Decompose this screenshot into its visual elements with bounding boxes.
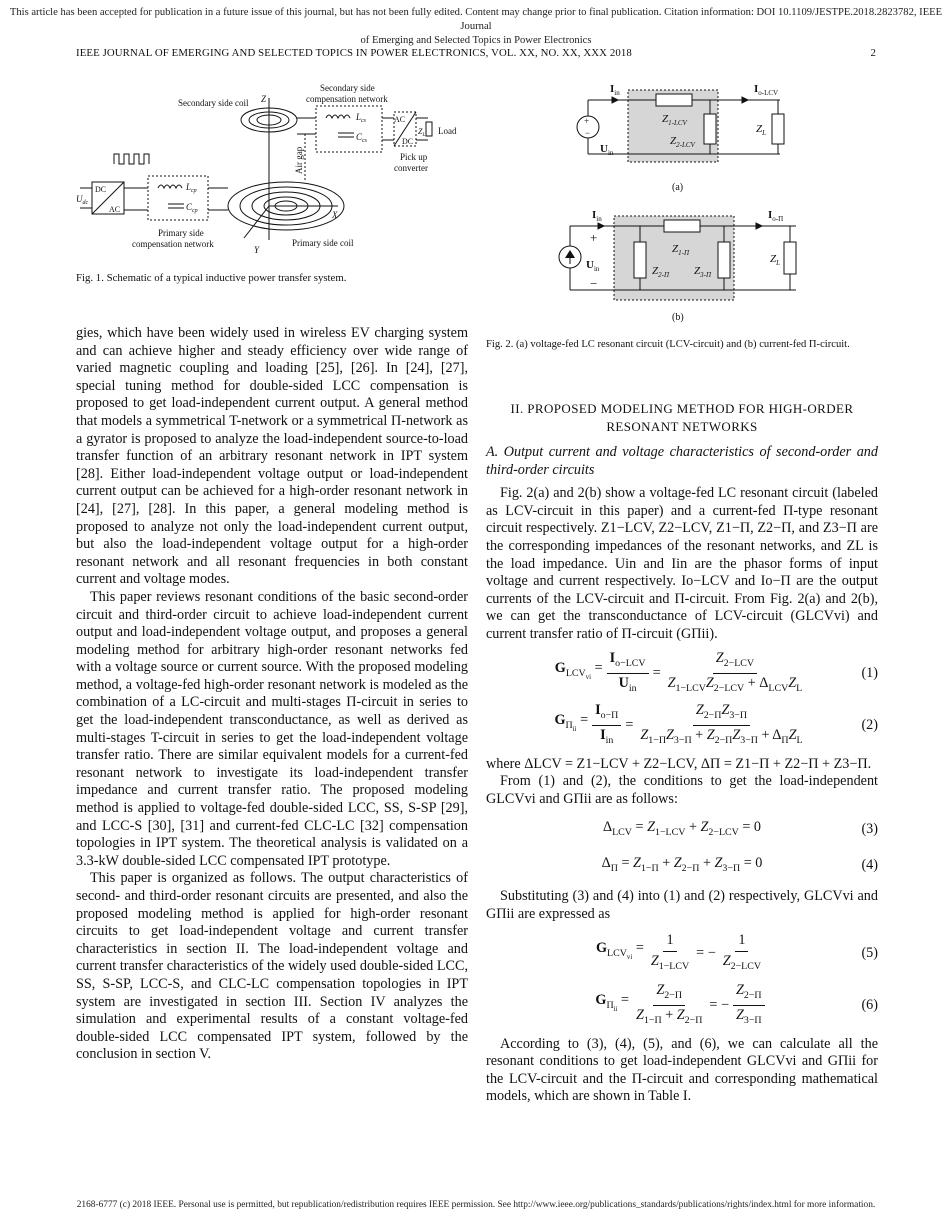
label-lcp: $L_{cp}$ bbox=[186, 182, 197, 194]
equation-1: $G_{LCV_{vi}}$ = $\frac{I_{o-LCV}}{U_{in}}$ = $\frac{Z_{2-LCV}}{Z_{1-LCV}Z_{2-LCV} + \Delta_{LCV}Z_L}$ (1) bbox=[554, 649, 878, 694]
eq-number-5: (5) bbox=[861, 944, 878, 961]
svg-text:−: − bbox=[585, 128, 591, 138]
axis-z: Z bbox=[261, 94, 267, 104]
right-where-clause: where ΔLCV = Z1−LCV + Z2−LCV, ΔΠ = Z1−Π + Z2−Π + Z3−Π. bbox=[486, 755, 872, 772]
journal-title: IEEE JOURNAL OF EMERGING AND SELECTED TOPICS IN POWER ELECTRONICS, VOL. XX, NO. XX, XXX 2018 bbox=[76, 47, 632, 59]
notice-line-2: of Emerging and Selected Topics in Power Electronics bbox=[360, 35, 592, 46]
eq-number-1: (1) bbox=[861, 664, 878, 681]
equation-6: $G_{\Pi_{ii}}$ = $\frac{Z_{2-\Pi}}{Z_{1-\Pi} + Z_{2-\Pi}}$ = − $\frac{Z_{2-\Pi}}{Z_{3-\Pi}}$ (6) bbox=[595, 981, 878, 1026]
left-paragraph-3: This paper is organized as follows. The output characteristics of second- and third-order resonant circuits are presented, and also the proposed modeling method is applied for high-order resonant circuits to get load-independent voltage and current transfer characteristics in section II. The load-independent voltage and current transfer characteristics of the widely used double-sided LCC, SS, S-SP, LCC-S, and CLC-LC compensation topologies in IPT system are investigated in section III. Section IV analyzes the simulation and experimental results of a constant voltage-fed double-sided LCC compensated IPT system, followed by the conclusion in section V. bbox=[76, 870, 468, 1063]
equation-2: $G_{\Pi_{ii}}$ = $\frac{I_{o-\Pi}}{I_{in}}$ = $\frac{Z_{2-\Pi}Z_{3-\Pi}}{Z_{1-\Pi}Z_{3-\Pi} + Z_{2-\Pi}Z_{3-\Pi} + \Delta_\Pi Z_L}$ (2) bbox=[554, 701, 878, 746]
label-zl-a: $Z_L$ bbox=[756, 123, 767, 137]
label-secondary-network-1: Secondary side bbox=[320, 83, 375, 93]
label-air-gap: Air gap bbox=[294, 146, 304, 174]
running-header bbox=[76, 47, 876, 59]
label-ccs: $C_{cs}$ bbox=[356, 132, 368, 144]
label-secondary-network-2: compensation network bbox=[306, 94, 388, 104]
figure-2a-lcv-circuit bbox=[570, 80, 790, 200]
left-paragraph-1: gies, which have been widely used in wireless EV charging system and can achieve higher and steady efficiency over wide range of varied magnetic coupling and loading [25], [26]. In [24], [27], special tuning method for double-sided LCC compensation is proposed to get load-independent current output. A general method that models a symmetrical T-network or a symmetrical Π-network as a gyrator is proposed to analyze the load-independent source-to-load transfer function of an arbitrary resonant network in IPT system [28]. Either load-independent voltage output or load-independent current output can be achieved for a high-order resonant network in [24], [27], [28]. In this paper, a general modeling method is proposed to analyze not only the load-independent current output, but also the load-independent voltage output for a high-order resonant network and all resonant frequencies in both constant current and voltage modes. bbox=[76, 325, 468, 588]
label-ccp: $C_{cp}$ bbox=[186, 202, 198, 214]
label-iin-a: $I_{in}$ bbox=[610, 83, 620, 97]
figure-2b-pi-circuit bbox=[556, 206, 806, 326]
label-io-pi: $I_{o-\Pi}$ bbox=[768, 209, 784, 223]
axis-x: X bbox=[332, 210, 338, 220]
figure-1-ipt-schematic bbox=[76, 78, 472, 268]
label-ac-secondary: AC bbox=[394, 115, 406, 124]
label-dc-primary: DC bbox=[95, 185, 107, 194]
svg-text:+: + bbox=[584, 116, 590, 126]
label-pickup-1: Pick up bbox=[400, 152, 428, 162]
label-z1-pi: $Z_{1-\Pi}$ bbox=[672, 243, 690, 257]
label-z2-pi: $Z_{2-\Pi}$ bbox=[652, 265, 670, 279]
eq-number-4: (4) bbox=[861, 857, 878, 874]
label-primary-network-2: compensation network bbox=[132, 239, 214, 249]
publication-notice bbox=[0, 6, 952, 48]
right-column bbox=[486, 400, 878, 1106]
right-paragraph-2: From (1) and (2), the conditions to get the load-independent GLCVvi and GΠii are as follows: bbox=[486, 773, 878, 807]
label-pickup-2: converter bbox=[394, 163, 428, 173]
fig2b-label: (b) bbox=[672, 312, 684, 323]
label-udc: $U_{dc}$ bbox=[76, 194, 89, 206]
figure-1-caption: Fig. 1. Schematic of a typical inductive power transfer system. bbox=[76, 272, 347, 284]
label-zl: $Z_L$ bbox=[418, 127, 426, 138]
left-paragraph-2: This paper reviews resonant conditions of the basic second-order circuit and third-order circuit to achieve load-independent current output and load-independent voltage output, and proposes a general modeling method for arbitrary high-order resonant networks fed with a voltage source or current source. With the proposed modeling method, a voltage-fed high-order resonant network is modeled as the combination of a LC-circuit and multi-stages Π-circuit in series to get the load-independent transconductance, as well as derived as multi-stages T-circuit in series to get the load-independent voltage transfer ratio. There are similar equivalent models for a current-fed resonant network to investigate its load-independent transfer impedance and current transfer ratio. The proposed modeling method is applied to voltage-fed double-sided LCC, SS, S-SP [29], and LCC-S [30], [31] and current-fed CLC-LC [32] compensation topologies in IPT system. The theoretical analysis is validated on a 3.3-kW double-sided LCC compensated IPT prototype. bbox=[76, 588, 468, 869]
right-paragraph-4: According to (3), (4), (5), and (6), we can calculate all the resonant conditions to get load-independent GLCVvi and GΠii for the LCV-circuit and the Π-circuit and corresponding mathematical models, which are shown in Table I. bbox=[486, 1035, 878, 1105]
figure-2-caption: Fig. 2. (a) voltage-fed LC resonant circuit (LCV-circuit) and (b) current-fed Π-circuit. bbox=[486, 339, 850, 350]
svg-text:−: − bbox=[590, 276, 598, 291]
eq-number-6: (6) bbox=[861, 996, 878, 1013]
right-paragraph-3: Substituting (3) and (4) into (1) and (2) respectively, GLCVvi and GΠii are expressed as bbox=[486, 888, 878, 922]
label-iin-b: $I_{in}$ bbox=[592, 209, 602, 223]
section-title: II. PROPOSED MODELING METHOD FOR HIGH-ORDER RESONANT NETWORKS bbox=[510, 401, 854, 434]
equation-3: $\Delta_{LCV} = Z_{1-LCV} + Z_{2-LCV} = 0$ (3) bbox=[603, 819, 878, 838]
label-load: Load bbox=[438, 126, 457, 136]
eq-number-3: (3) bbox=[861, 821, 878, 838]
notice-line-1: This article has been accepted for publication in a future issue of this journal, but has not been fully edited. Content may change prior to final publication. Citation information: DOI 10.1109/JESTPE.2018.2823782, IEEE Journal bbox=[9, 7, 943, 32]
label-z3-pi: $Z_{3-\Pi}$ bbox=[694, 265, 712, 279]
page-number: 2 bbox=[870, 47, 876, 59]
label-ac-primary: AC bbox=[109, 205, 121, 214]
equation-4: $\Delta_\Pi = Z_{1-\Pi} + Z_{2-\Pi} + Z_{3-\Pi} = 0$ (4) bbox=[601, 855, 878, 874]
label-z1-lcv: $Z_{1-LCV}$ bbox=[662, 113, 687, 127]
subsection-title: A. Output current and voltage characteristics of second-order and third-order circuits bbox=[486, 444, 878, 478]
label-secondary-coil: Secondary side coil bbox=[178, 98, 249, 108]
equation-5: $G_{LCV_{vi}}$ = $\frac{1}{Z_{1-LCV}}$ = − $\frac{1}{Z_{2-LCV}}$ (5) bbox=[595, 931, 878, 972]
axis-y: Y bbox=[254, 245, 260, 255]
left-column bbox=[76, 325, 468, 1064]
copyright-footer: 2168-6777 (c) 2018 IEEE. Personal use is permitted, but republication/redistribution requires IEEE permission. See http://www.ieee.org/publications_standards/publications/rights/index.html for more information. bbox=[76, 1200, 876, 1210]
svg-text:+: + bbox=[590, 230, 598, 245]
fig2a-label: (a) bbox=[672, 182, 684, 193]
label-io-lcv: $I_{o-LCV}$ bbox=[754, 83, 779, 97]
label-uin-b: $U_{in}$ bbox=[586, 259, 600, 273]
label-primary-network-1: Primary side bbox=[158, 228, 204, 238]
label-dc-secondary: DC bbox=[402, 137, 414, 146]
right-paragraph-1: Fig. 2(a) and 2(b) show a voltage-fed LC resonant circuit (labeled as LCV-circuit in this paper) and a current-fed Π-type resonant circuit respectively. Z1−LCV, Z2−LCV, Z1−Π, Z2−Π, and Z3−Π are the corresponding impedances of the resonant networks, and ZL is the load impedance. Uin and Iin are the phasor forms of input voltage and current respectively. Io−LCV and Io−Π are the output currents of the LCV-circuit and Π-circuit. From Fig. 2(a) and 2(b), we can get the transconductance of LCV-circuit (GLCVvi) and current transfer ratio of Π-circuit (GΠii). bbox=[486, 485, 878, 642]
label-uin-a: $U_{in}$ bbox=[600, 143, 614, 157]
label-z2-lcv: $Z_{2-LCV}$ bbox=[670, 135, 695, 149]
label-zl-b: $Z_L$ bbox=[770, 253, 781, 267]
label-lcs: $L_{cs}$ bbox=[356, 112, 367, 124]
eq-number-2: (2) bbox=[861, 716, 878, 733]
label-primary-coil: Primary side coil bbox=[292, 238, 354, 248]
